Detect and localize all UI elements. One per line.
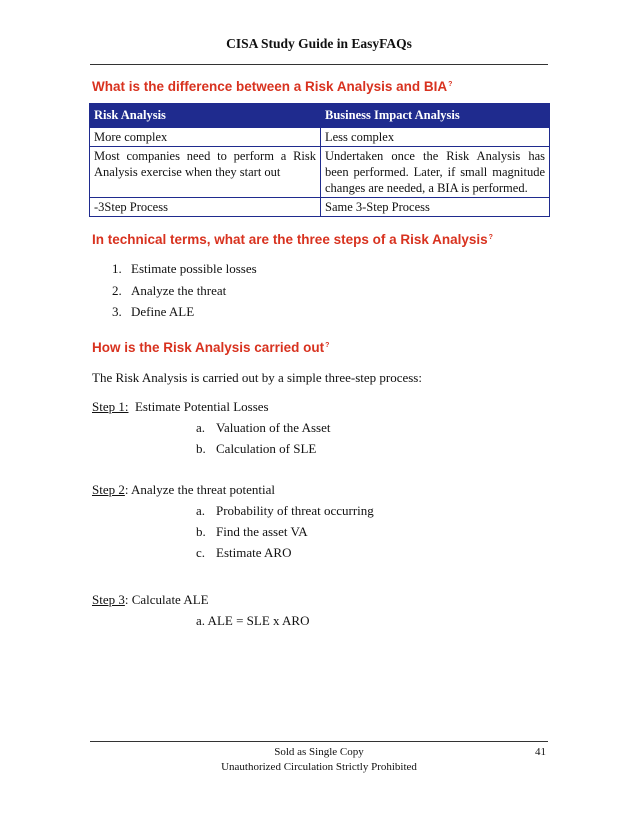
step-2-label: Step 2: [92, 482, 125, 497]
step-2-title: : Analyze the threat potential: [124, 482, 276, 497]
table-row: [90, 198, 550, 217]
list-item: [112, 304, 122, 320]
sub-item-letter: b.: [196, 524, 206, 539]
list-item: [112, 261, 122, 277]
list-item-text: Estimate possible losses: [131, 261, 257, 276]
list-item: [112, 283, 122, 299]
table-header-row: [90, 104, 550, 128]
footer-line-1: Sold as Single Copy: [274, 746, 364, 758]
footer-divider: [90, 741, 548, 742]
list-item-text: Analyze the threat: [131, 283, 227, 298]
step-1-label: Step 1:: [92, 399, 129, 414]
sub-item-letter: a.: [196, 420, 206, 435]
question-mark-1: ?: [448, 80, 453, 88]
table-cell: Undertaken once the Risk Analysis has been performed. Later, if small magnitude changes are needed, a BIA is performed.: [321, 147, 550, 198]
question-heading-1: [92, 79, 452, 94]
question-1-text: What is the difference between a Risk Analysis and BIA: [92, 79, 448, 94]
list-number: 1.: [112, 261, 122, 276]
table-row: [90, 147, 550, 198]
sub-item-letter: a.: [196, 503, 206, 518]
sub-item-text: Valuation of the Asset: [216, 420, 331, 435]
table-header-bia: Business Impact Analysis: [321, 104, 550, 128]
table-row: [90, 128, 550, 147]
list-number: 2.: [112, 283, 122, 298]
sub-item-text: Find the asset VA: [216, 524, 308, 539]
header-divider: [90, 64, 548, 65]
table-cell: Same 3-Step Process: [321, 198, 550, 217]
question-3-text: How is the Risk Analysis carried out: [92, 340, 325, 355]
step-1-line: [92, 399, 269, 415]
footer-line-2: Unauthorized Circulation Strictly Prohibited: [221, 761, 417, 773]
step-3-title: : Calculate ALE: [124, 592, 209, 607]
question-mark-3: ?: [325, 341, 330, 349]
sub-item-letter: c.: [196, 545, 206, 560]
step-3-label: Step 3: [92, 592, 125, 607]
page-header-title: CISA Study Guide in EasyFAQs: [226, 36, 412, 51]
step-1-title: Estimate Potential Losses: [134, 399, 269, 414]
table-cell: -3Step Process: [90, 198, 321, 217]
formula-text: a. ALE = SLE x ARO: [196, 613, 310, 628]
page-number: 41: [535, 746, 546, 758]
sub-item-text: Probability of threat occurring: [216, 503, 374, 518]
table-header-risk-analysis: Risk Analysis: [90, 104, 321, 128]
table-cell: More complex: [90, 128, 321, 147]
step-3-line: [92, 592, 209, 608]
question-mark-2: ?: [488, 233, 493, 241]
table-cell: Less complex: [321, 128, 550, 147]
comparison-table: [89, 103, 550, 217]
list-item-text: Define ALE: [131, 304, 195, 319]
step-2-line: [92, 482, 275, 498]
sub-item-text: Calculation of SLE: [216, 441, 317, 456]
sub-item-letter: b.: [196, 441, 206, 456]
list-number: 3.: [112, 304, 122, 319]
question-heading-3: [92, 340, 329, 355]
sub-item-text: Estimate ARO: [216, 545, 292, 560]
question-2-text: In technical terms, what are the three steps of a Risk Analysis: [92, 232, 488, 247]
intro-paragraph: The Risk Analysis is carried out by a simple three-step process:: [92, 370, 422, 385]
table-cell: Most companies need to perform a Risk Analysis exercise when they start out: [90, 147, 321, 198]
question-heading-2: [92, 232, 493, 247]
